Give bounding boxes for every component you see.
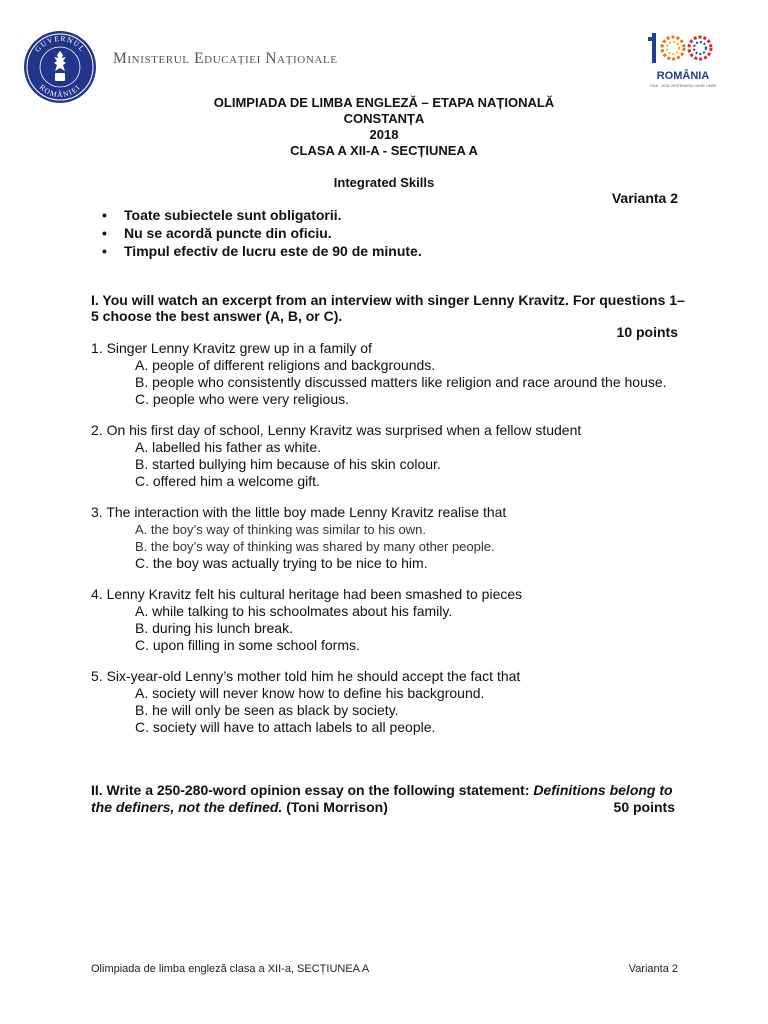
question-4 [91,586,522,654]
answer-option: B. he will only be seen as black by society. [135,702,399,718]
svg-text:GUVERNUL: GUVERNUL [32,33,88,54]
question-2 [91,422,581,490]
rule-item: • Toate subiectele sunt obligatorii. [102,207,342,223]
section2-quote-part2: the definers, not the defined. [91,799,283,815]
answer-option: A. the boy’s way of thinking was similar to his own. [135,522,426,537]
ministry-name: Ministerul Educației Naționale [113,50,338,67]
answer-option: C. society will have to attach labels to all people. [135,719,436,735]
subtitle: Integrated Skills [333,175,435,190]
title-line-2: CONSTANȚA [343,111,425,126]
section2-line1 [91,782,673,798]
section1-instruction-line1: I. You will watch an excerpt from an interview with singer Lenny Kravitz. For questions 1– [91,292,685,308]
answer-option: C. upon filling in some school forms. [135,637,360,653]
question-stem: 5. Six-year-old Lenny’s mother told him he should accept the fact that [91,668,521,684]
answer-option: A. society will never know how to define his background. [135,685,485,701]
answer-option: A. while talking to his schoolmates about his family. [135,603,453,619]
question-1 [91,340,667,408]
variant-label: Varianta 2 [611,190,678,206]
rules-list [102,206,422,260]
answer-option: A. people of different religions and backgrounds. [135,357,436,373]
romania-centenary-logo [646,30,720,90]
section2-author: (Toni Morrison) [282,799,388,815]
answer-option: C. offered him a welcome gift. [135,473,320,489]
section2-line2 [91,799,388,815]
footer-right: Varianta 2 [628,963,678,975]
answer-option: B. during his lunch break. [135,620,293,636]
logo-text: ROMÂNIA [656,70,710,82]
answer-option: B. the boy’s way of thinking was shared by many other people. [135,539,495,554]
question-5 [91,668,520,736]
title-line-4: CLASA A XII-A - SECȚIUNEA A [290,143,478,158]
answer-option: A. labelled his father as white. [135,439,321,455]
government-seal-logo [22,29,98,105]
footer-left: Olimpiada de limba engleză clasa a XII-a, SECȚIUNEA A [91,963,370,975]
section2-points: 50 points [613,799,675,815]
question-stem: 3. The interaction with the little boy made Lenny Kravitz realise that [91,504,507,520]
answer-option: C. people who were very religious. [135,391,349,407]
question-stem: 1. Singer Lenny Kravitz grew up in a family of [91,340,372,356]
section2-intro: II. Write a 250-280-word opinion essay on the following statement: [91,782,534,798]
title-line-3: 2018 [369,127,399,142]
logo-subtext: 1918 · 2018 CENTENARUL MARII UNIRI [649,84,717,88]
rule-item: • Timpul efectiv de lucru este de 90 de minute. [102,243,422,259]
title-line-1: OLIMPIADA DE LIMBA ENGLEZĂ – ETAPA NAȚIONALĂ [213,95,555,110]
question-stem: 4. Lenny Kravitz felt his cultural heritage had been smashed to pieces [91,586,523,602]
section2-quote-part1: Definitions belong to [533,782,673,798]
svg-text:ROMÂNIEI: ROMÂNIEI [37,82,83,100]
answer-option: B. people who consistently discussed matters like religion and race around the house. [135,374,667,390]
section1-points: 10 points [616,324,678,340]
question-stem: 2. On his first day of school, Lenny Kravitz was surprised when a fellow student [91,422,582,438]
section1-instruction-line2: 5 choose the best answer (A, B, or C). [91,308,343,324]
answer-option: B. started bullying him because of his skin colour. [135,456,441,472]
rule-item: • Nu se acordă puncte din oficiu. [102,225,332,241]
question-3 [91,504,506,572]
answer-option: C. the boy was actually trying to be nice to him. [135,555,428,571]
